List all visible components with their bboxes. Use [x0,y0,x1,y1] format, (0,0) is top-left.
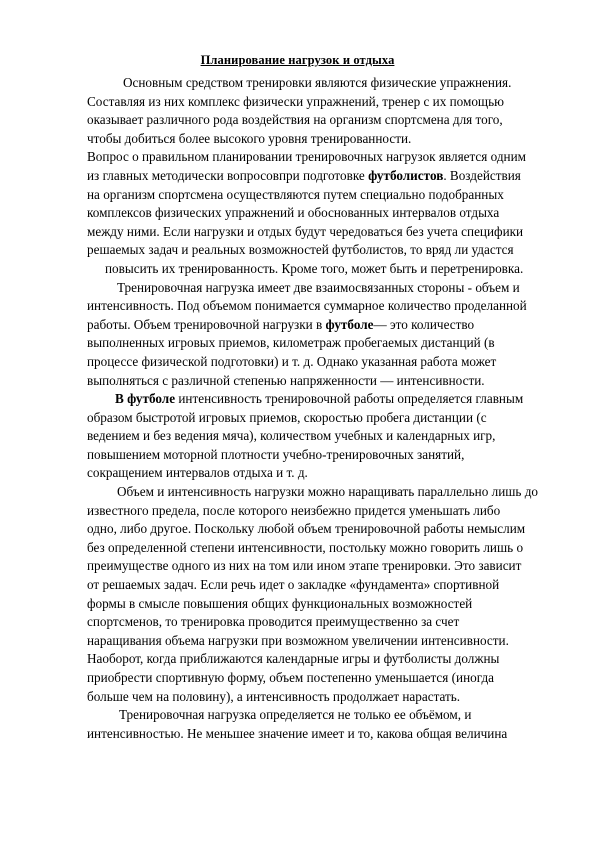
text-line: преимуществе одного из них на том или ином этапе тренировки. Это зависит [87,558,522,574]
text-line: выполняться с различной степенью напряженности — интенсивности. [87,372,485,388]
text-run: интенсивность тренировочной работы определяется главным [175,391,524,407]
text-line: известного предела, после которого неизбежно придется уменьшать либо [87,502,501,518]
bold-term: В футболе [115,391,176,407]
text-run: — это количество [373,316,475,332]
text-line: Объем и интенсивность нагрузки можно наращивать параллельно лишь до [117,484,539,500]
text-line [87,167,547,186]
bold-term: футболистов [368,167,444,183]
text-line: процессе физической подготовки) и т. д. Однако указанная работа может [87,353,497,369]
text-line: решаемых задач и реальных возможностей футболистов, то вряд ли удастся [87,242,514,258]
text-line: образом быстротой игровых приемов, скоростью пробега дистанции (с [87,409,487,425]
text-line: Вопрос о правильном планировании тренировочных нагрузок является одним [87,149,527,165]
text-line: Тренировочная нагрузка определяется не только ее объёмом, и [119,707,472,723]
text-line: ведением и без ведения мяча), количеством учебных и календарных игр, [87,428,496,444]
text-line: повышением моторной плотности учебно-тренировочных занятий, [87,446,465,462]
text-line: наращивания объема нагрузки при возможном увеличении интенсивности. [87,632,509,648]
text-line: интенсивность. Под объемом понимается суммарное количество проделанной [87,298,527,314]
text-line: формы в смысле повышения общих функциональных возможностей [87,595,473,611]
text-line: оказывает различного рода воздействия на организм спортсмена для того, [87,112,503,128]
text-line: спортсменов, то тренировка проводится преимущественно за счет [87,614,460,630]
text-line: сокращением интервалов отдыха и т. д. [87,465,308,481]
text-line: выполненных игровых приемов, километраж пробегаемых дистанций (в [87,335,495,351]
bold-term: футболе [325,316,374,332]
text-run: работы. Объем тренировочной нагрузки в [87,316,323,332]
document-body [87,74,547,743]
text-line: интенсивностью. Не меньшее значение имеет и то, какова общая величина [87,725,508,741]
text-line: на организм спортсмена осуществляются путем специально подобранных [87,186,504,202]
text-line: комплексов физических упражнений и обоснованных интервалов отдыха [87,205,500,221]
text-line: Основным средством тренировки являются физические упражнения. [123,75,512,90]
page-title: Планирование нагрузок и отдыха [200,53,395,67]
text-line [87,390,547,409]
text-line: Составляя из них комплекс физически упражнений, тренер с их помощью [87,93,504,109]
text-run: . Воздействия [443,167,521,183]
text-line: приобрести спортивную форму, объем постепенно уменьшается (иногда [87,670,495,685]
text-line: без определенной степени интенсивности, постольку можно говорить лишь о [87,539,524,555]
text-run: из главных методически вопросовпри подготовке [87,167,365,183]
text-line: одно, либо другое. Поскольку любой объем тренировочной работы немыслим [87,521,526,537]
text-line: Тренировочная нагрузка имеет две взаимосвязанных стороны - объем и [117,279,520,295]
text-line: больше чем на половину), а интенсивность продолжает нарастать. [87,688,461,704]
text-line [87,316,547,335]
text-line: между ними. Если нагрузки и отдых будут чередоваться без учета специфики [87,223,524,239]
text-line: Наоборот, когда приближаются календарные игры и футболисты должны [87,651,500,667]
text-line: чтобы добиться более высокого уровня тренированности. [87,130,412,146]
text-line: повысить их тренированность. Кроме того, может быть и перетренировка. [105,260,524,276]
text-line: от решаемых задач. Если речь идет о закладке «фундамента» спортивной [87,577,500,593]
